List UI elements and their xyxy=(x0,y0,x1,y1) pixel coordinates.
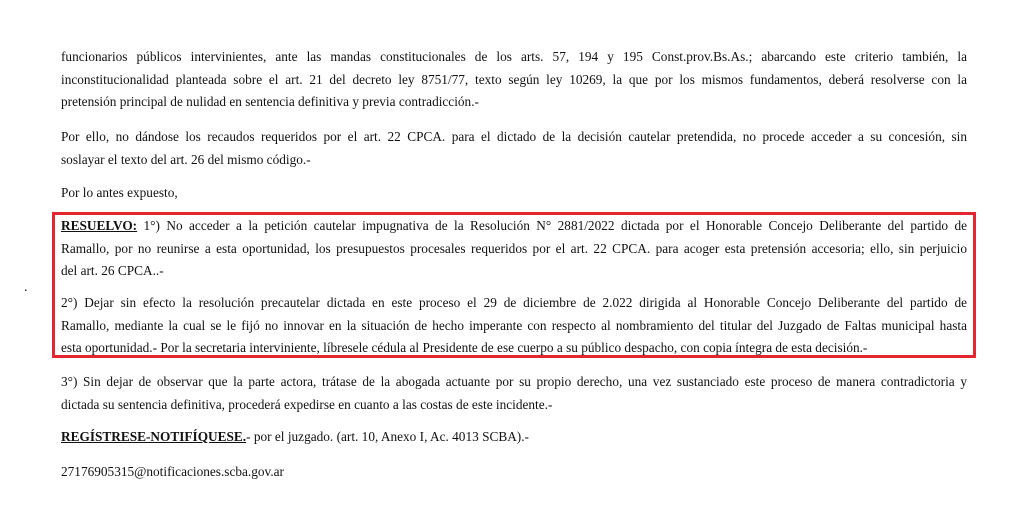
paragraph-constitutional-mandates xyxy=(61,46,967,114)
text-line: 3°) Sin dejar de observar que la parte actora, trátase de la abogada actuante por su propio derecho, una vez sustanciado este proceso de manera contradictoria y xyxy=(61,374,967,389)
text-line xyxy=(61,215,967,238)
text-line: dictada su sentencia definitiva, procederá expedirse en cuanto a las costas de este incidente.- xyxy=(61,396,553,412)
resuelvo-text: 1°) No acceder a la petición cautelar impugnativa de la Resolución N° 2881/2022 dictada por el Honorable Concejo Deliberante del partido de xyxy=(137,218,967,233)
text-line: del art. 26 CPCA..- xyxy=(61,263,164,278)
text-line: esta oportunidad.- Por la secretaria interviniente, líbresele cédula al Presidente de ese cuerpo a su público despacho, con copia íntegra de esta decisión.- xyxy=(61,340,868,355)
notification-email: 27176905315@notificaciones.scba.gov.ar xyxy=(61,464,284,479)
paragraph-por-ello xyxy=(61,126,967,171)
text-line: Ramallo, por no reunirse a esta oportunidad, los presupuestos procesales requeridos por el art. 22 CPCA. para acoger esta pretensión accesoria; ello, sin perjuicio xyxy=(61,240,967,256)
text-line: Por lo antes expuesto, xyxy=(61,185,178,200)
text-line: 2°) Dejar sin efecto la resolución precautelar dictada en este proceso el 29 de diciembre de 2.022 dirigida al Honorable Concejo Deliberante del partido de xyxy=(61,295,967,310)
paragraph-second-resolution xyxy=(61,292,967,360)
text-line: Por ello, no dándose los recaudos requeridos por el art. 22 CPCA. para el dictado de la decisión cautelar pretendida, no procede acceder a su concesión, sin xyxy=(61,129,967,144)
text-line: funcionarios públicos intervinientes, ante las mandas constitucionales de los arts. 57, 194 y 195 Const.prov.Bs.As.; abarcando este criterio también, la xyxy=(61,49,967,64)
margin-mark: . xyxy=(24,280,28,295)
paragraph-registrese xyxy=(61,426,967,449)
text-line: soslayar el texto del art. 26 del mismo código.- xyxy=(61,151,311,167)
text-line xyxy=(61,426,967,449)
paragraph-email xyxy=(61,461,967,484)
resuelvo-label: RESUELVO: xyxy=(61,218,138,233)
text-line: pretensión principal de nulidad en sentencia definitiva y previa contradicción.- xyxy=(61,94,479,109)
paragraph-resuelvo xyxy=(61,215,967,283)
paragraph-third-resolution xyxy=(61,371,967,416)
text-line: inconstitucionalidad planteada sobre el art. 21 del decreto ley 8751/77, texto según ley 10269, la que por los mismos fundamentos, deberá resolverse con la xyxy=(61,71,967,87)
paragraph-expuesto xyxy=(61,182,967,205)
registrese-text: - por el juzgado. (art. 10, Anexo I, Ac. 4013 SCBA).- xyxy=(246,429,529,444)
registrese-label: REGÍSTRESE-NOTIFÍQUESE. xyxy=(61,429,247,444)
text-line: Ramallo, mediante la cual se le fijó no innovar en la situación de hecho imperante con respecto al nombramiento del titular del Juzgado de Faltas municipal hasta xyxy=(61,317,967,333)
